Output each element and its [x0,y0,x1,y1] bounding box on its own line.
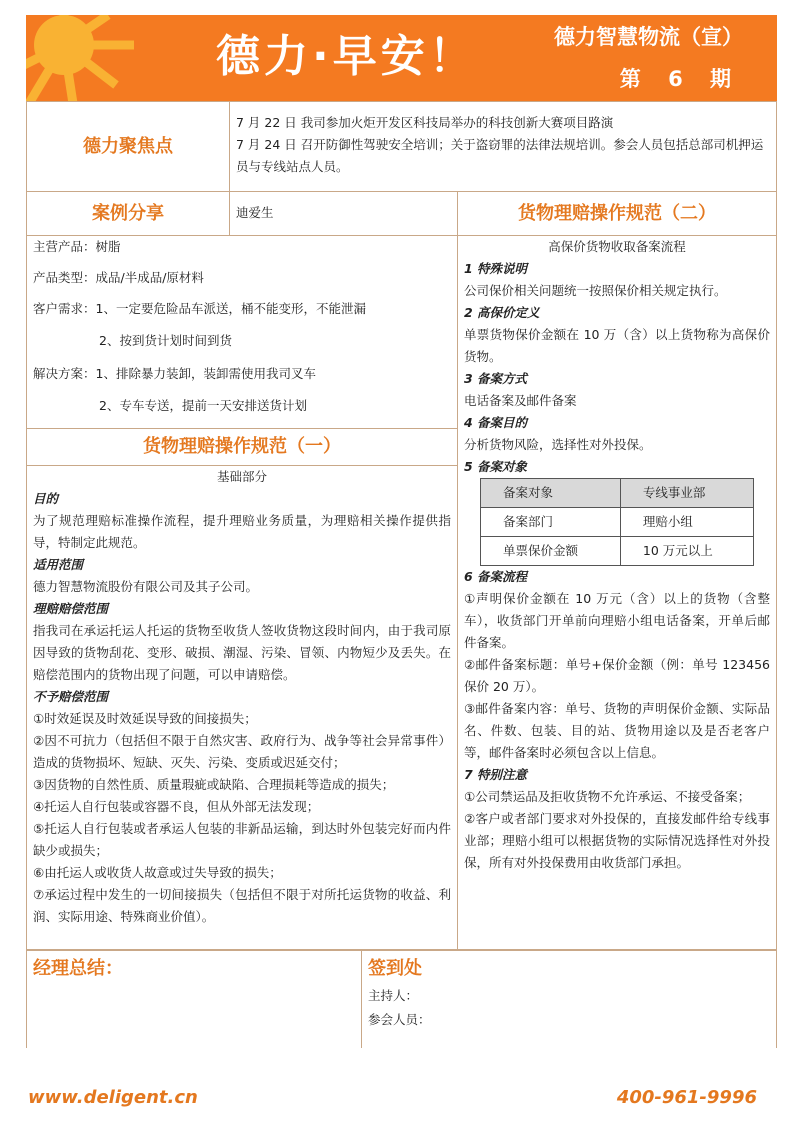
focus-item: 7 月 24 日 召开防御性驾驶安全培训；关于盗窃罪的法律法规培训。参会人员包括总部司机押运员与专线站点人员。 [236,137,764,174]
signin-label: 签到处 [368,958,422,979]
section-text: 分析货物风险，选择性对外投保。 [464,437,652,452]
table-row [481,537,754,566]
section-text: ②客户或者部门要求对外投保的，直接发邮件给专线事业部；理赔小组可以根据货物的实际情况选择性对外投保，所有对外投保费用由收货部门承担。 [464,811,770,870]
exclusion-item: ②因不可抗力（包括但不限于自然灾害、政府行为、战争等社会异常事件）造成的货物损坏、短缺、灭失、污染、变质或迟延交付； [33,733,451,770]
claim-heading: 理赔赔偿范围 [33,601,109,616]
exclusion-item: ⑥由托运人或收货人故意或过失导致的损失； [33,865,282,880]
case-line: 解决方案：1、排除暴力装卸，装卸需使用我司叉车 [33,366,316,381]
case-line: 2、专车专送，提前一天安排送货计划 [99,398,307,413]
website-link[interactable]: www.deligent.cn [28,1087,198,1108]
exclusion-item: ③因货物的自然性质、质量瑕疵或缺陷、合理损耗等造成的损失； [33,777,395,792]
focus-label: 德力聚焦点 [26,101,230,192]
section-text: ①公司禁运品及拒收货物不允许承运、不接受备案； [464,789,751,804]
case-label: 案例分享 [26,191,230,236]
scope-text: 德力智慧物流股份有限公司及其子公司。 [33,579,259,594]
exclusion-item: ⑦承运过程中发生的一切间接损失（包括但不限于对所托运货物的收益、利润、实际用途、特殊商业价值）。 [33,887,451,924]
case-line: 2、按到货计划时间到货 [99,333,232,348]
banner-title: 德力·早安！ [216,31,477,82]
claim-text: 指我司在承运托运人托运的货物至收货人签收货物这段时间内，由于我司原因导致的货物刮花、变形、破损、潮湿、污染、冒领、内物短少及丢失。在赔偿范围内的货物出现了问题，可以申请赔偿。 [33,623,451,682]
table-cell: 10 万元以上 [620,537,753,566]
rule1-subtitle: 基础部分 [216,469,267,484]
case-line: 产品类型：成品/半成品/原材料 [33,270,204,285]
rule2-title: 货物理赔操作规范（二） [457,191,777,236]
section-heading: 7 特别注意 [464,767,528,782]
section-heading: 1 特殊说明 [464,261,528,276]
table-cell: 专线事业部 [620,479,753,508]
manager-summary [26,950,362,1048]
sun-icon [26,15,156,101]
case-line: 主营产品：树脂 [33,239,121,254]
purpose-heading: 目的 [33,491,59,506]
case-body [26,235,458,429]
exclusion-item: ④托运人自行包装或容器不良，但从外部无法发现； [33,799,320,814]
exclusion-heading: 不予赔偿范围 [33,689,109,704]
table-cell: 备案对象 [481,479,621,508]
table-cell: 备案部门 [481,508,621,537]
host-field: 主持人： [368,988,419,1003]
hotline-number: 400-961-9996 [616,1087,757,1108]
case-line: 客户需求：1、一定要危险品车派送，桶不能变形，不能泄漏 [33,301,366,316]
filing-table [480,478,754,566]
section-text: 电话备案及邮件备案 [464,393,577,408]
exclusion-item: ①时效延误及时效延误导致的间接损失； [33,711,257,726]
section-heading: 3 备案方式 [464,371,528,386]
company-name: 德力智慧物流（宣） [554,25,743,49]
summary-label: 经理总结： [33,958,123,979]
table-row [481,508,754,537]
section-text: 公司保价相关问题统一按照保价相关规定执行。 [464,283,727,298]
rule1-title: 货物理赔操作规范（一） [26,428,458,466]
section-heading: 2 高保价定义 [464,305,540,320]
section-text: 单票货物保价金额在 10 万（含）以上货物称为高保价货物。 [464,327,770,364]
section-heading: 5 备案对象 [464,459,528,474]
section-heading: 6 备案流程 [464,569,528,584]
rule1-body [26,465,458,950]
header-banner [26,15,777,101]
section-text: ②邮件备案标题：单号+保价金额（例：单号 123456 保价 20 万）。 [464,657,770,694]
table-cell: 理赔小组 [620,508,753,537]
scope-heading: 适用范围 [33,557,84,572]
section-heading: 4 备案目的 [464,415,528,430]
table-header-row [481,479,754,508]
sign-in-area [361,950,777,1048]
section-text: ①声明保价金额在 10 万元（含）以上的货物（含整车），收货部门开单前向理赔小组电话备案，开单后邮件备案。 [464,591,770,650]
exclusion-item: ⑤托运人自行包装或者承运人包装的非新品运输，到达时外包装完好而内件缺少或损失； [33,821,451,858]
table-cell: 单票保价金额 [481,537,621,566]
rule2-subtitle: 高保价货物收取备案流程 [548,239,686,254]
case-client: 迪爱生 [229,191,458,236]
focus-item: 7 月 22 日 我司参加火炬开发区科技局举办的科技创新大赛项目路演 [236,115,614,130]
purpose-text: 为了规范理赔标准操作流程，提升理赔业务质量，为理赔相关操作提供指导，特制定此规范。 [33,513,451,550]
section-text: ③邮件备案内容：单号、货物的声明保价金额、实际品名、件数、包装、目的站、货物用途以及是否老客户等，邮件备案时必须包含以上信息。 [464,701,770,760]
attendees-field: 参会人员： [368,1012,431,1027]
rule2-body [457,235,777,950]
issue-number: 第 6 期 [619,67,741,91]
focus-content [229,101,777,192]
